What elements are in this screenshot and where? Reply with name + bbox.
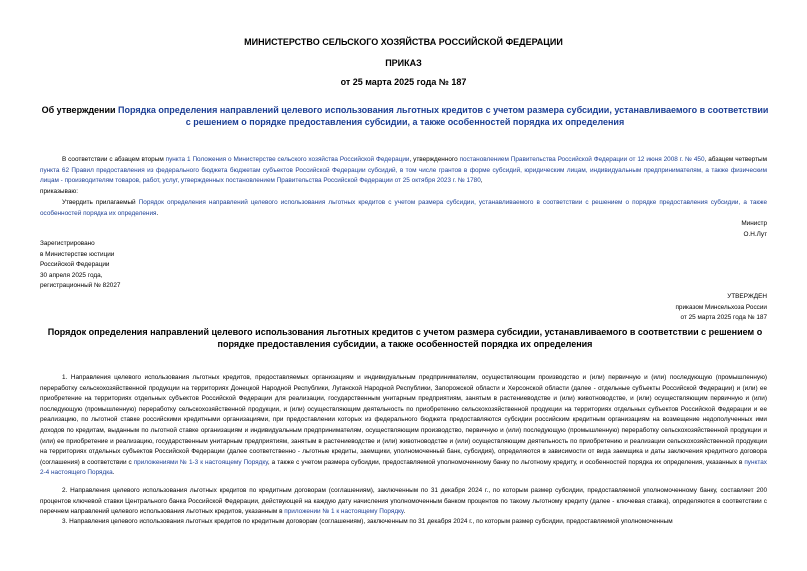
paragraph-1-link-appendices[interactable]: приложениями № 1-3 к настоящему Порядку — [133, 458, 268, 466]
registration-line-1: Зарегистрировано — [40, 240, 95, 247]
ministry-heading: МИНИСТЕРСТВО СЕЛЬСКОГО ХОЗЯЙСТВА РОССИЙСКОЙ ФЕДЕРАЦИИ — [244, 37, 563, 47]
preamble-link-resolution[interactable]: постановлением Правительства Российской Федерации от 12 июня 2008 г. № 450 — [459, 156, 705, 163]
paragraph-2-link-appendix-1[interactable]: приложении № 1 к настоящему Порядку — [284, 508, 404, 516]
registration-line-3: Российской Федерации — [40, 261, 110, 268]
preamble-text-2: , утвержденного — [409, 156, 460, 163]
approval-line-1: УТВЕРЖДЕН — [727, 293, 767, 300]
signature-name: О.Н.Лут — [743, 230, 767, 238]
preamble-link-regulation[interactable]: пункта 1 Положения о Министерстве сельского хозяйства Российской Федерации — [165, 156, 410, 163]
date-number-heading: от 25 марта 2025 года № 187 — [340, 77, 467, 87]
approval-line-3: от 25 марта 2025 года № 187 — [680, 314, 767, 321]
order-title-link[interactable]: Порядка определения направлений целевого использования льготных кредитов с учетом размера субсидии, устанавливаемого в соответствии с решением о порядке предоставления субсидии, а также особенностей порядка их определения — [118, 105, 769, 127]
approval-line-2: приказом Минсельхоза России — [675, 303, 767, 311]
registration-line-2: в Министерстве юстиции — [40, 250, 115, 258]
order-text-2: . — [156, 209, 159, 217]
paragraph-2-text-b: . — [403, 508, 406, 516]
registration-block — [40, 239, 120, 292]
signature-block — [741, 219, 767, 240]
preamble-link-rules[interactable]: пункта 62 Правил предоставления из федерального бюджета бюджетам субъектов Российской Федерации субсидий, в том числе грантов в форме субсидий, юридическим лицам, индивидуальным предпринимателям, а также физическим лицам - производителям товаров, работ, услуг, утвержденных постановлением Правительства Российской Федерации от 25 октября 2023 г. № 1780 — [40, 166, 767, 184]
registration-line-4: 30 апреля 2025 года, — [40, 271, 103, 279]
registration-line-5: регистрационный № 82027 — [40, 282, 121, 289]
paragraph-2-text-a: 2. Направления целевого использования льготных кредитов по кредитным договорам (соглашениям), заключенным по 31 декабря 2024 г., по которым размер субсидии, предоставляемой уполномоченному банку, составляет 200 процентов ключевой ставки Центрального банка Российской Федерации, действующей на каждую дату начисления уполномоченным банком процентов по такому льготному кредиту (далее - ключевая ставка), определяются в соответствии с перечнем направлений целевого использования льготных кредитов, указанным в — [40, 487, 767, 516]
preamble-paragraph — [40, 155, 767, 197]
approval-block — [675, 292, 767, 324]
paragraph-1-text-a: 1. Направления целевого использования льготных кредитов, предоставляемых организациям и индивидуальным предпринимателям, осуществляющим производство и (или) первичную и (или) последующую (промышленную) переработку сельскохозяйственной продукции на территориях Донецкой Народной Республики, Луганской Народной Республики, Запорожской области и Херсонской области (далее - отдельные субъекты Российской Федерации) и (или) ее приобретение на территориях отдельных субъектов Российской Федерации для реализации, государственным унитарным предприятиям, занятым в растениеводстве и (или) животноводстве, и (или) осуществляющим первичную и (или) последующую (промышленную) переработку сельскохозяйственной продукции, и (или) осуществляющим деятельность по приобретению сельскохозяйственной продукции на территориях отдельных субъектов Российской Федерации и ее реализацию, по льготной ставке российскими кредитными организациями, при предоставлении которых из федерального бюджета предоставляются субсидии российским кредитным организациям на возмещение недополученных ими доходов по кредитам, выданным по льготной ставке организациям и индивидуальным предпринимателям, осуществляющим производство, первичную и (или) последующую (промышленную) переработку сельскохозяйственной продукции и (или) ее приобретение и реализацию, государственным унитарным предприятиям, занятым в растениеводстве и (или) животноводстве и (или) осуществляющим деятельность по приобретению и реализации сельскохозяйственной продукции на территориях отдельных субъектов Российской Федерации (далее соответственно - льготные кредиты, заемщики, уполномоченный банк, субсидия), определяются в зависимости от вида заемщика и даты заключения кредитного договора (соглашения) в соответствии с — [40, 374, 767, 466]
paragraph-3-text-a: 3. Направления целевого использования льготных кредитов по кредитным договорам (соглашениям), заключенным по 31 декабря 2024 г., по которым размер субсидии, предоставляемой уполномоченным — [62, 518, 673, 525]
procedure-title: Порядок определения направлений целевого использования льготных кредитов с учетом размера субсидии, устанавливаемого в соответствии с решением о порядке предоставления субсидии, а также особенностей порядка их определения — [47, 327, 763, 349]
paragraph-1 — [40, 373, 767, 479]
paragraph-2 — [40, 486, 767, 518]
preamble-text-3: , абзацем четвертым — [704, 156, 767, 163]
signature-position: Министр — [741, 220, 767, 227]
doc-type-heading: ПРИКАЗ — [385, 58, 422, 68]
order-text-1: Утвердить прилагаемый — [62, 199, 139, 206]
order-title-prefix: Об утверждении — [41, 105, 119, 115]
paragraph-1-text-c: . — [112, 469, 115, 477]
order-paragraph — [40, 198, 767, 219]
order-title — [40, 104, 770, 128]
paragraph-1-text-b: , а также с учетом размера субсидии, предоставляемой уполномоченному банку по льготному кредиту, и особенностей порядка их определения, указанных в — [267, 458, 745, 466]
preamble-text-1: В соответствии с абзацем вторым — [62, 156, 166, 163]
preamble-text-4: , — [480, 177, 483, 184]
paragraph-3 — [40, 517, 767, 528]
preamble-order-word: приказываю: — [40, 187, 78, 195]
paragraph-1-link-points[interactable]: пунктах 2-4 настоящего Порядка — [40, 458, 768, 477]
order-link-procedure[interactable]: Порядок определения направлений целевого использования льготных кредитов с учетом размера субсидии, устанавливаемого в соответствии с решением о порядке предоставления субсидии, а также особенностей порядка их определения — [40, 199, 767, 217]
